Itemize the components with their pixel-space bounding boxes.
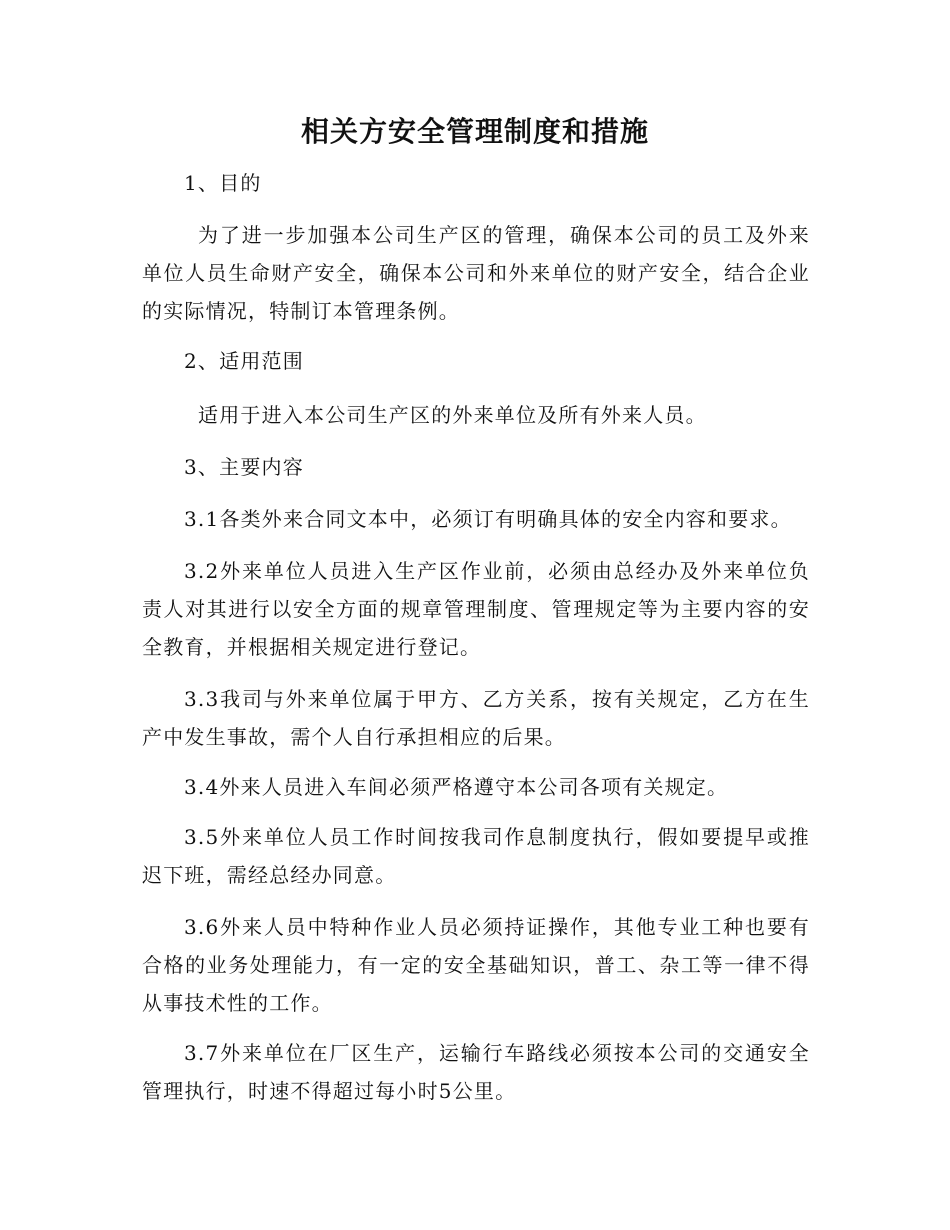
section-3-heading: 3、主要内容	[184, 455, 304, 479]
item-3-7: 3.7外来单位在厂区生产，运输行车路线必须按本公司的交通安全管理执行，时速不得超过每小时5公里。	[142, 1041, 810, 1103]
item-3-5: 3.5外来单位人员工作时间按我司作息制度执行，假如要提早或推迟下班，需经总经办同意。	[142, 825, 810, 887]
section-1-body: 为了进一步加强本公司生产区的管理，确保本公司的员工及外来单位人员生命财产安全，确保本公司和外来单位的财产安全，结合企业的实际情况，特制订本管理条例。	[142, 223, 810, 323]
item-3-2: 3.2外来单位人员进入生产区作业前，必须由总经办及外来单位负责人对其进行以安全方面的规章管理制度、管理规定等为主要内容的安全教育，并根据相关规定进行登记。	[142, 559, 810, 659]
section-1-heading: 1、目的	[184, 171, 262, 195]
section-2-body: 适用于进入本公司生产区的外来单位及所有外来人员。	[198, 403, 707, 427]
item-3-3: 3.3我司与外来单位属于甲方、乙方关系，按有关规定，乙方在生产中发生事故，需个人自行承担相应的后果。	[142, 687, 810, 749]
item-3-1: 3.1各类外来合同文本中，必须订有明确具体的安全内容和要求。	[184, 507, 792, 531]
document-title: 相关方安全管理制度和措施	[300, 115, 649, 148]
item-3-4: 3.4外来人员进入车间必须严格遵守本公司各项有关规定。	[184, 775, 729, 799]
item-3-6: 3.6外来人员中特种作业人员必须持证操作，其他专业工种也要有合格的业务处理能力，有一定的安全基础知识，普工、杂工等一律不得从事技术性的工作。	[142, 915, 810, 1015]
section-2-heading: 2、适用范围	[184, 349, 304, 373]
